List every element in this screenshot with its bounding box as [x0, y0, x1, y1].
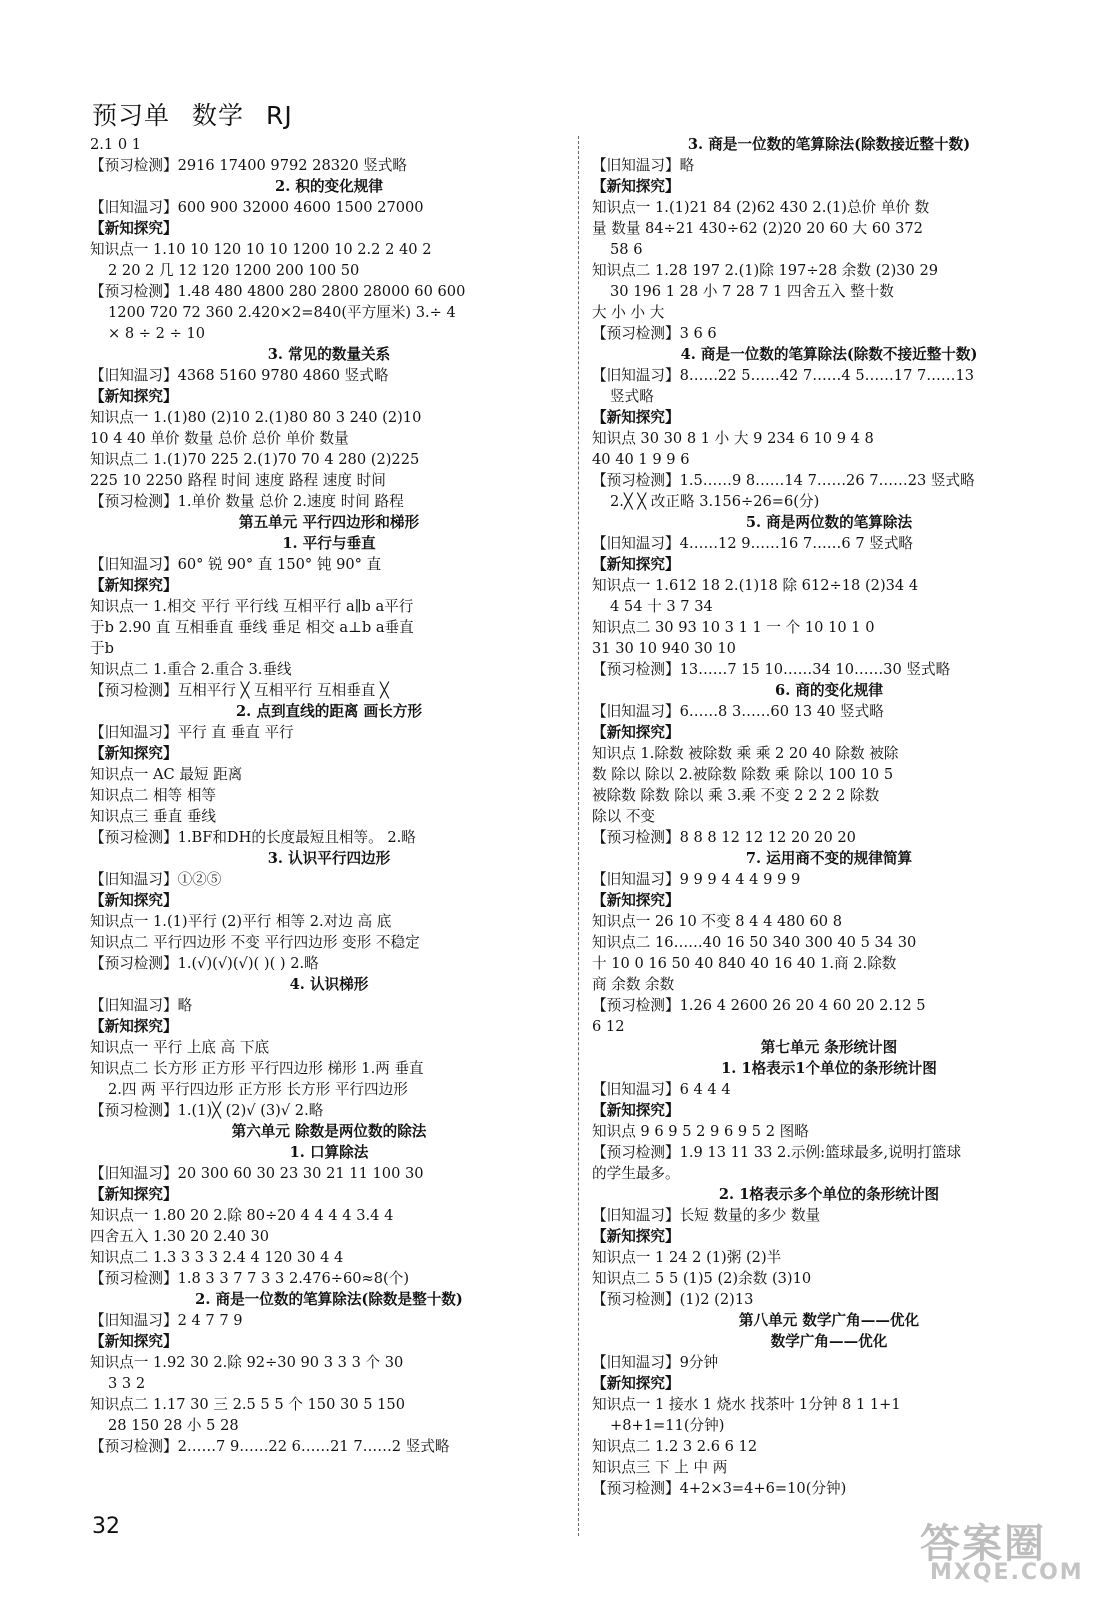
answer-line: 【预习检测】1.BF和DH的长度最短且相等。 2.略 — [90, 829, 416, 846]
answer-line: +8+1=11(分钟) — [610, 1417, 725, 1434]
section-heading: 2. 商是一位数的笔算除法(除数是整十数) — [195, 1291, 463, 1308]
answer-line: 【新知探究】 — [90, 577, 178, 594]
answer-line: 2.四 两 平行四边形 正方形 长方形 平行四边形 — [108, 1081, 408, 1098]
answer-line: 58 6 — [610, 241, 643, 258]
answer-line: 于b 2.90 直 互相垂直 垂线 垂足 相交 a⊥b a垂直 — [90, 619, 414, 636]
answer-line: 知识点 30 30 8 1 小 大 9 234 6 10 9 4 8 — [592, 430, 874, 447]
answer-line: 知识点二 长方形 正方形 平行四边形 梯形 1.两 垂直 — [90, 1060, 424, 1077]
answer-line: 知识点一 1.(1)21 84 (2)62 430 2.(1)总价 单价 数 — [592, 199, 930, 216]
answer-line: 商 余数 余数 — [592, 976, 675, 993]
answer-line: 【预习检测】4+2×3=4+6=10(分钟) — [592, 1480, 847, 1497]
answer-line: 【预习检测】1.8 3 3 7 7 3 3 2.476÷60≈8(个) — [90, 1270, 410, 1287]
answer-line: 知识点二 1.28 197 2.(1)除 197÷28 余数 (2)30 29 — [592, 262, 939, 279]
answer-line: 【预习检测】1.(1)╳ (2)√ (3)√ 2.略 — [90, 1102, 324, 1119]
section-heading: 7. 运用商不变的规律简算 — [745, 850, 913, 867]
answer-line: 量 数量 84÷21 430÷62 (2)20 20 60 大 60 372 — [592, 220, 923, 237]
answer-line: 知识点一 26 10 不变 8 4 4 480 60 8 — [592, 913, 843, 930]
answer-line: 于b — [90, 640, 114, 657]
answer-line: 【旧知温习】60° 锐 90° 直 150° 钝 90° 直 — [90, 556, 382, 573]
answer-line: 【新知探究】 — [592, 724, 680, 741]
answer-line: 知识点一 1.相交 平行 平行线 互相平行 a∥b a平行 — [90, 598, 414, 615]
answer-line: 【旧知温习】略 — [592, 157, 695, 174]
answer-line: 2.1 0 1 — [90, 136, 142, 153]
section-heading: 5. 商是两位数的笔算除法 — [745, 514, 913, 531]
section-heading: 4. 商是一位数的笔算除法(除数不接近整十数) — [680, 346, 978, 363]
answer-line: 数 除以 除以 2.被除数 除数 乘 除以 100 10 5 — [592, 766, 894, 783]
answer-line: 知识点一 平行 上底 高 下底 — [90, 1039, 270, 1056]
answer-line: 【新知探究】 — [592, 409, 680, 426]
answer-line: 知识点一 1.92 30 2.除 92÷30 90 3 3 3 个 30 — [90, 1354, 404, 1371]
answer-line: 4 54 十 3 7 34 — [610, 598, 713, 615]
answer-line: 2.╳ ╳ 改正略 3.156÷26=6(分) — [610, 493, 820, 510]
answer-line: 四舍五入 1.30 20 2.40 30 — [90, 1228, 270, 1245]
answer-line: 【预习检测】1.单价 数量 总价 2.速度 时间 路程 — [90, 493, 404, 510]
section-heading: 3. 常见的数量关系 — [267, 346, 391, 363]
answer-line: 【新知探究】 — [592, 892, 680, 909]
answer-line: 知识点二 1.17 30 三 2.5 5 5 个 150 30 5 150 — [90, 1396, 405, 1413]
answer-line: 【预习检测】13……7 15 10……34 10……30 竖式略 — [592, 661, 951, 678]
section-heading: 1. 平行与垂直 — [282, 535, 376, 552]
section-heading: 2. 1格表示多个单位的条形统计图 — [718, 1186, 940, 1203]
section-heading: 第七单元 条形统计图 — [760, 1039, 898, 1056]
answer-line: 【预习检测】(1)2 (2)13 — [592, 1291, 754, 1308]
answer-line: 3 3 2 — [108, 1375, 146, 1392]
answer-line: 知识点一 1 接水 1 烧水 找茶叶 1分钟 8 1 1+1 — [592, 1396, 901, 1413]
answer-line: 【旧知温习】①②⑤ — [90, 871, 222, 888]
answer-line: 大 小 小 大 — [592, 304, 665, 321]
answer-line: 知识点一 AC 最短 距离 — [90, 766, 243, 783]
answer-line: 竖式略 — [610, 388, 654, 405]
answer-line: 【旧知温习】略 — [90, 997, 193, 1014]
section-heading: 2. 点到直线的距离 画长方形 — [236, 703, 422, 720]
answer-line: 【预习检测】1.48 480 4800 280 2800 28000 60 600 — [90, 283, 466, 300]
answer-line: 【预习检测】1.9 13 11 33 2.示例:篮球最多,说明打篮球 — [592, 1144, 962, 1161]
answer-line: 知识点二 平行四边形 不变 平行四边形 变形 不稳定 — [90, 934, 420, 951]
answer-line: 知识点二 5 5 (1)5 (2)余数 (3)10 — [592, 1270, 812, 1287]
right-answer-column — [592, 134, 1066, 1499]
left-answer-column — [90, 134, 568, 1457]
answer-line: 的学生最多。 — [592, 1165, 680, 1182]
answer-line: 10 4 40 单价 数量 总价 总价 单价 数量 — [90, 430, 349, 447]
answer-line: 【新知探究】 — [592, 556, 680, 573]
section-heading: 3. 商是一位数的笔算除法(除数接近整十数) — [687, 136, 971, 153]
answer-line: 知识点一 1.(1)80 (2)10 2.(1)80 80 3 240 (2)10 — [90, 409, 422, 426]
answer-line: 225 10 2250 路程 时间 速度 路程 速度 时间 — [90, 472, 386, 489]
column-divider — [578, 136, 579, 1536]
answer-line: 知识点 9 6 9 5 2 9 6 9 5 2 图略 — [592, 1123, 809, 1140]
header-subject: 数学 — [192, 101, 245, 130]
answer-line: 【预习检测】8 8 8 12 12 12 20 20 20 — [592, 829, 856, 846]
answer-line: 【预习检测】互相平行 ╳ 互相平行 互相垂直 ╳ — [90, 682, 389, 699]
section-heading: 数学广角——优化 — [770, 1333, 888, 1350]
answer-line: 知识点二 1.2 3 2.6 6 12 — [592, 1438, 758, 1455]
answer-line: 【预习检测】1.26 4 2600 26 20 4 60 20 2.12 5 — [592, 997, 926, 1014]
answer-line: 知识点一 1.612 18 2.(1)18 除 612÷18 (2)34 4 — [592, 577, 919, 594]
answer-line: 【新知探究】 — [90, 220, 178, 237]
section-heading: 4. 认识梯形 — [289, 976, 369, 993]
answer-line: 【新知探究】 — [90, 1018, 178, 1035]
answer-line: 【新知探究】 — [90, 388, 178, 405]
answer-line: 6 12 — [592, 1018, 625, 1035]
answer-line: 【新知探究】 — [90, 745, 178, 762]
answer-line: 30 196 1 28 小 7 28 7 1 四舍五入 整十数 — [610, 283, 894, 300]
watermark-logo — [900, 1510, 1100, 1590]
answer-line: 知识点二 1.(1)70 225 2.(1)70 70 4 280 (2)225 — [90, 451, 420, 468]
header-series: 预习单 — [92, 101, 171, 130]
answer-line: 【旧知温习】4……12 9……16 7……6 7 竖式略 — [592, 535, 914, 552]
page-header — [92, 96, 315, 132]
answer-line: 知识点一 1.(1)平行 (2)平行 相等 2.对边 高 底 — [90, 913, 392, 930]
answer-line: 【旧知温习】8……22 5……42 7……4 5……17 7……13 — [592, 367, 975, 384]
answer-line: 【旧知温习】4368 5160 9780 4860 竖式略 — [90, 367, 389, 384]
answer-line: 知识点一 1.10 10 120 10 10 1200 10 2.2 2 40 2 — [90, 241, 432, 258]
answer-line: 【预习检测】3 6 6 — [592, 325, 717, 342]
answer-line: 知识点二 1.重合 2.重合 3.垂线 — [90, 661, 292, 678]
answer-line: 十 10 0 16 50 40 840 40 16 40 1.商 2.除数 — [592, 955, 897, 972]
answer-line: 知识点二 16……40 16 50 340 300 40 5 34 30 — [592, 934, 917, 951]
answer-line: 【新知探究】 — [90, 892, 178, 909]
answer-line: × 8 ÷ 2 ÷ 10 — [108, 325, 206, 342]
answer-line: 1200 720 72 360 2.420×2=840(平方厘米) 3.÷ 4 — [108, 304, 456, 321]
answer-line: 知识点三 垂直 垂线 — [90, 808, 217, 825]
answer-line: 【旧知温习】长短 数量的多少 数量 — [592, 1207, 821, 1224]
answer-line: 【新知探究】 — [90, 1333, 178, 1350]
answer-line: 31 30 10 940 30 10 — [592, 640, 736, 657]
answer-line: 【旧知温习】9分钟 — [592, 1354, 719, 1371]
answer-line: 知识点 1.除数 被除数 乘 乘 2 20 40 除数 被除 — [592, 745, 899, 762]
answer-line: 【旧知温习】20 300 60 30 23 30 21 11 100 30 — [90, 1165, 424, 1182]
answer-line: 知识点一 1.80 20 2.除 80÷20 4 4 4 4 3.4 4 — [90, 1207, 394, 1224]
answer-line: 【新知探究】 — [592, 178, 680, 195]
answer-line: 【旧知温习】2 4 7 7 9 — [90, 1312, 243, 1329]
section-heading: 6. 商的变化规律 — [775, 682, 883, 699]
answer-line: 知识点二 30 93 10 3 1 1 一 个 10 10 1 0 — [592, 619, 875, 636]
answer-line: 2 20 2 几 12 120 1200 200 100 50 — [108, 262, 360, 279]
answer-line: 【旧知温习】平行 直 垂直 平行 — [90, 724, 294, 741]
answer-line: 【预习检测】1.(√)(√)(√)( )( ) 2.略 — [90, 955, 319, 972]
answer-line: 【新知探究】 — [90, 1186, 178, 1203]
answer-line: 【新知探究】 — [592, 1228, 680, 1245]
page-number: 32 — [92, 1514, 120, 1539]
answer-line: 被除数 除数 除以 乘 3.乘 不变 2 2 2 2 除数 — [592, 787, 880, 804]
answer-line: 【旧知温习】6……8 3……60 13 40 竖式略 — [592, 703, 884, 720]
section-heading: 第八单元 数学广角——优化 — [738, 1312, 920, 1329]
answer-line: 知识点二 相等 相等 — [90, 787, 217, 804]
watermark-url: MXQE.COM — [930, 1560, 1084, 1585]
answer-line: 40 40 1 9 9 6 — [592, 451, 690, 468]
section-heading: 1. 口算除法 — [289, 1144, 369, 1161]
section-heading: 1. 1格表示1个单位的条形统计图 — [721, 1060, 937, 1077]
answer-line: 知识点一 1 24 2 (1)粥 (2)半 — [592, 1249, 782, 1266]
answer-line: 【新知探究】 — [592, 1375, 680, 1392]
watermark-text: 答案圈 — [920, 1521, 1046, 1567]
answer-line: 28 150 28 小 5 28 — [108, 1417, 239, 1434]
answer-line: 【旧知温习】9 9 9 4 4 4 9 9 9 — [592, 871, 801, 888]
answer-line: 知识点三 下 上 中 两 — [592, 1459, 728, 1476]
answer-line: 【预习检测】2916 17400 9792 28320 竖式略 — [90, 157, 408, 174]
answer-line: 【旧知温习】6 4 4 4 — [592, 1081, 731, 1098]
answer-line: 【旧知温习】600 900 32000 4600 1500 27000 — [90, 199, 424, 216]
answer-line: 【预习检测】1.5……9 8……14 7……26 7……23 竖式略 — [592, 472, 975, 489]
section-heading: 3. 认识平行四边形 — [267, 850, 391, 867]
section-heading: 第五单元 平行四边形和梯形 — [238, 514, 420, 531]
answer-line: 【新知探究】 — [592, 1102, 680, 1119]
section-heading: 2. 积的变化规律 — [275, 178, 383, 195]
answer-line: 【预习检测】2……7 9……22 6……21 7……2 竖式略 — [90, 1438, 450, 1455]
header-edition: RJ — [266, 101, 293, 130]
answer-line: 除以 不变 — [592, 808, 656, 825]
section-heading: 第六单元 除数是两位数的除法 — [231, 1123, 427, 1140]
answer-line: 知识点二 1.3 3 3 3 2.4 4 120 30 4 4 — [90, 1249, 344, 1266]
